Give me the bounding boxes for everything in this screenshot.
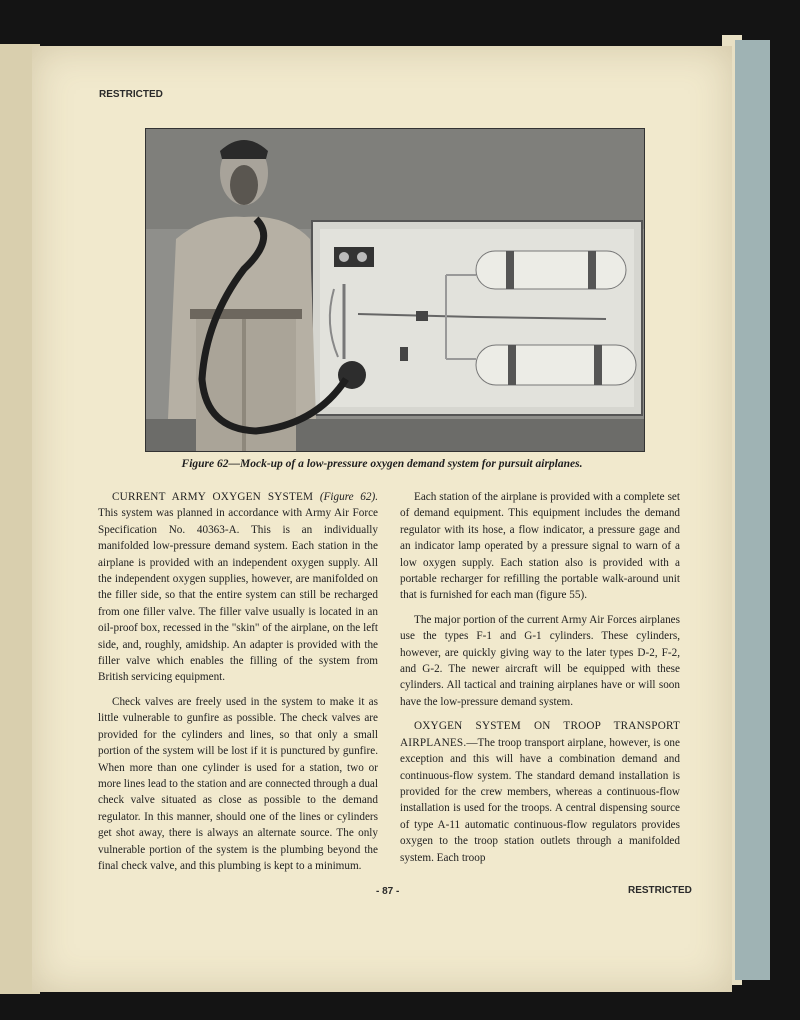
figure-reference: (Figure 62).	[319, 491, 378, 503]
book-cover-edge	[735, 40, 770, 980]
left-column	[98, 489, 378, 882]
right-column	[400, 489, 680, 874]
paragraph	[400, 718, 680, 866]
paragraph: Check valves are freely used in the system to make it as little vulnerable to gunfire as possible. The check valves are provided for the cylinders and lines, so that only a small portion of the system will be lost if it is punctured by gunfire. When more than one cylinder is used for a station, two or more lines lead to the station and are connected through a dual check valve situated as close as possible to the demand regulator. In this manner, should one of the lines or cylinders get shot away, there is always an alternate source. The only vulnerable portion of the system is the plumbing beyond the final check valve, and this plumbing is kept to a minimum.	[98, 695, 378, 872]
paragraph: Each station of the airplane is provided with a complete set of demand equipment. This equipment includes the demand regulator with its hose, a flow indicator, a pressure gage and an indicator lamp operated by a pressure signal to warn of a low oxygen supply. Each station also is provided with a portable recharger for refilling the portable walk-around unit that is furnished for each man (figure 55).	[400, 491, 680, 602]
page-number: - 87 -	[376, 886, 400, 897]
oxygen-system-board	[312, 221, 642, 415]
document-page	[32, 46, 732, 992]
paragraph-text: —The troop transport airplane, however, is one exception and this will have a combination demand and continuous-flow system. The standard demand installation is provided for the crew members, whereas a continuous-flow installation is used for the troops. A central dispensing source of type A-11 automatic continuous-flow regulators provides oxygen to the troop station outlets through a manifolded system. Each troop	[400, 736, 680, 864]
header-classification: RESTRICTED	[99, 89, 163, 100]
paragraph-text: This system was planned in accordance with Army Air Force Specification No. 40363-A. This is an individually manifolded low-pressure demand system. Each station in the airplane is provided with an independent oxygen supply. All the independent oxygen supplies, however, are manifolded on the filler side, so that the entire system can still be recharged from one filler valve. The filler valve usually is located in an oil-proof box, recessed in the "skin" of the airplane, on the left side, and, roughly, amidship. An adapter is provided with the filler valve which enables the filling of the system from British servicing equipment.	[98, 507, 378, 684]
section-heading: CURRENT ARMY OXYGEN SYSTEM	[112, 491, 314, 503]
figure-photo	[145, 128, 645, 452]
figure-caption: Figure 62—Mock-up of a low-pressure oxygen demand system for pursuit airplanes.	[181, 458, 583, 470]
paragraph: The major portion of the current Army Air Forces airplanes use the types F-1 and G-1 cylinders. These cylinders, however, are quickly giving way to the later types D-2, F-2, and G-2. The newer aircraft will be equipped with these cylinders. All tactical and training airplanes have or will soon have the low-pressure demand system.	[400, 613, 680, 708]
paragraph	[98, 489, 378, 686]
footer-classification: RESTRICTED	[628, 885, 692, 896]
section-heading: OXYGEN SYSTEM ON TROOP TRANSPORT AIRPLANES.	[400, 720, 680, 749]
